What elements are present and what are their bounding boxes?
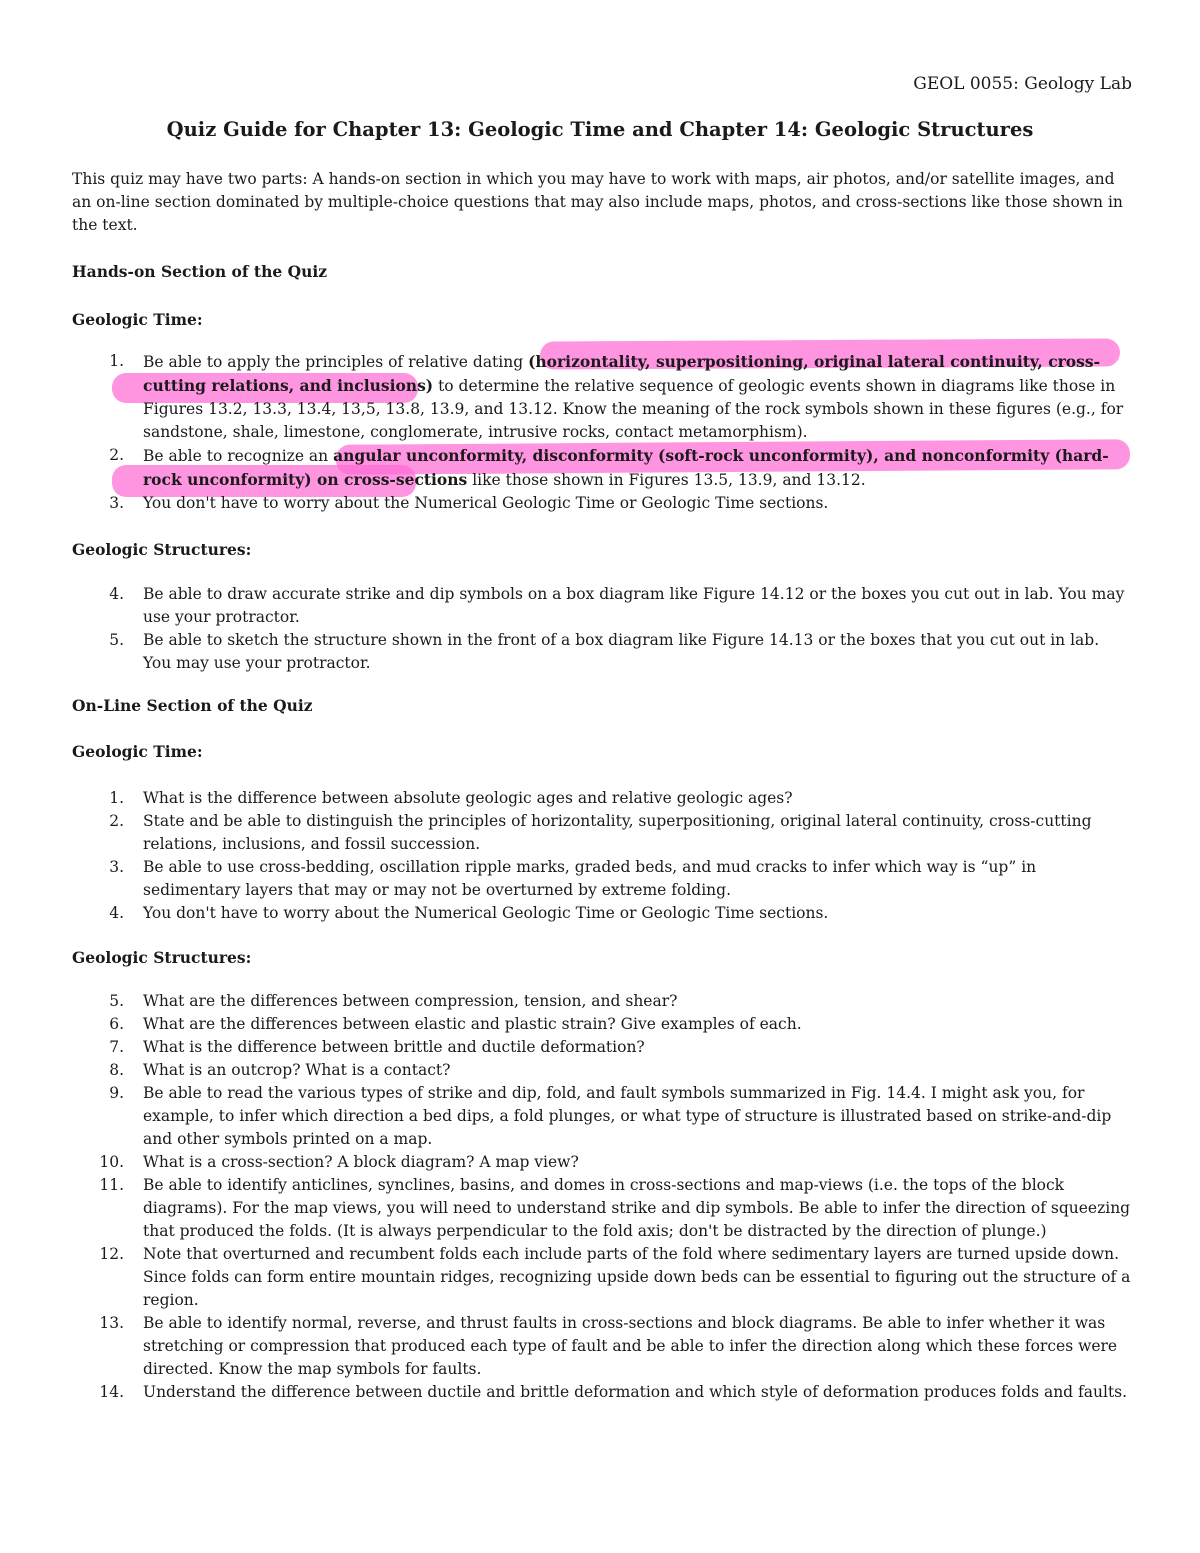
- list-item: [72, 1151, 1132, 1174]
- list-item: [72, 856, 1132, 902]
- subheading-geologic-time: Geologic Time:: [72, 310, 203, 329]
- item-number: 7.: [109, 1038, 124, 1056]
- item-number: 5.: [109, 631, 124, 649]
- subheading-geologic-time: Geologic Time:: [72, 742, 203, 761]
- list-item: [72, 629, 1132, 675]
- item-text: What is a cross-section? A block diagram? A map view?: [143, 1153, 579, 1171]
- item-text: to determine the relative sequence of geologic events shown in diagrams like those in Figures 13.2, 13.3, 13.4, 13,5, 13.8, 13.9, and 13.12. Know the meaning of the rock symbols shown in these figures (e.g., for sandstone, shale, limestone, conglomerate, intrusive rocks, contact metamorphism).: [143, 377, 1124, 441]
- item-text: What is an outcrop? What is a contact?: [143, 1061, 451, 1079]
- online-structures-list: [72, 990, 1132, 1404]
- list-item: [72, 1036, 1132, 1059]
- item-text: You don't have to worry about the Numerical Geologic Time or Geologic Time sections.: [143, 904, 829, 922]
- list-item: [72, 810, 1132, 856]
- item-number: 8.: [109, 1061, 124, 1079]
- list-item: [72, 1013, 1132, 1036]
- item-text: Be able to apply the principles of relative dating: [143, 353, 529, 371]
- item-number: 13.: [99, 1314, 124, 1332]
- item-number: 1.: [109, 352, 124, 370]
- list-item: [72, 444, 1132, 492]
- item-text: Be able to use cross-bedding, oscillation ripple marks, graded beds, and mud cracks to infer which way is “up” in sedimentary layers that may or may not be overturned by extreme folding.: [143, 858, 1037, 899]
- item-text: What is the difference between absolute geologic ages and relative geologic ages?: [143, 789, 793, 807]
- item-number: 2.: [109, 446, 124, 464]
- item-number: 14.: [99, 1383, 124, 1401]
- item-number: 3.: [109, 494, 124, 512]
- hands-on-time-list: [72, 350, 1132, 515]
- item-text: Note that overturned and recumbent folds each include parts of the fold where sedimentary layers are turned upside down. Since folds can form entire mountain ridges, recognizing upside down beds can be essential to figuring out the structure of a region.: [143, 1245, 1131, 1309]
- hands-on-structures-list: [72, 583, 1132, 675]
- page-title: Quiz Guide for Chapter 13: Geologic Time and Chapter 14: Geologic Structures: [166, 118, 1034, 141]
- list-item: [72, 787, 1132, 810]
- item-text: State and be able to distinguish the principles of horizontality, superpositioning, original lateral continuity, cross-cutting relations, inclusions, and fossil succession.: [143, 812, 1092, 853]
- section-heading-hands-on: Hands-on Section of the Quiz: [72, 262, 328, 281]
- item-number: 3.: [109, 858, 124, 876]
- list-item: [72, 1059, 1132, 1082]
- list-item: [72, 1243, 1132, 1312]
- highlighted-text: (horizontality, superpositioning, original lateral continuity, cross-cutting relations, and inclusions): [143, 352, 1101, 395]
- item-text: Be able to draw accurate strike and dip symbols on a box diagram like Figure 14.12 or the boxes you cut out in lab. You may use your protractor.: [143, 585, 1125, 626]
- item-text: Be able to identify normal, reverse, and thrust faults in cross-sections and block diagrams. Be able to infer whether it was stretching or compression that produced each type of fault and be able to infer the direction along which these forces were directed. Know the map symbols for faults.: [143, 1314, 1118, 1378]
- item-text: You don't have to worry about the Numerical Geologic Time or Geologic Time sections.: [143, 494, 829, 512]
- item-text: What are the differences between compression, tension, and shear?: [143, 992, 678, 1010]
- item-number: 5.: [109, 992, 124, 1010]
- item-number: 4.: [109, 904, 124, 922]
- list-item: [72, 902, 1132, 925]
- item-text: Understand the difference between ductile and brittle deformation and which style of deformation produces folds and faults.: [143, 1383, 1128, 1401]
- list-item: [72, 1174, 1132, 1243]
- section-heading-online: On-Line Section of the Quiz: [72, 696, 313, 715]
- item-text: Be able to sketch the structure shown in the front of a box diagram like Figure 14.13 or the boxes that you cut out in lab. You may use your protractor.: [143, 631, 1100, 672]
- item-number: 11.: [99, 1176, 124, 1194]
- item-text: What is the difference between brittle and ductile deformation?: [143, 1038, 645, 1056]
- item-text: Be able to read the various types of strike and dip, fold, and fault symbols summarized in Fig. 14.4. I might ask you, for example, to infer which direction a bed dips, a fold plunges, or what type of structure is illustrated based on strike-and-dip and other symbols printed on a map.: [143, 1084, 1112, 1148]
- item-text: Be able to identify anticlines, synclines, basins, and domes in cross-sections and map-views (i.e. the tops of the block diagrams). For the map views, you will need to understand strike and dip symbols. Be able to infer the direction of squeezing that produced the folds. (It is always perpendicular to the fold axis; don't be distracted by the direction of plunge.): [143, 1176, 1131, 1240]
- item-number: 2.: [109, 812, 124, 830]
- list-item: [72, 350, 1132, 444]
- item-number: 12.: [99, 1245, 124, 1263]
- item-text: What are the differences between elastic and plastic strain? Give examples of each.: [143, 1015, 802, 1033]
- item-number: 4.: [109, 585, 124, 603]
- list-item: [72, 990, 1132, 1013]
- course-header: GEOL 0055: Geology Lab: [913, 74, 1132, 94]
- list-item: [72, 1312, 1132, 1381]
- online-time-list: [72, 787, 1132, 925]
- list-item: [72, 492, 1132, 515]
- item-number: 6.: [109, 1015, 124, 1033]
- item-number: 1.: [109, 789, 124, 807]
- item-number: 9.: [109, 1084, 124, 1102]
- item-text: like those shown in Figures 13.5, 13.9, and 13.12.: [467, 471, 866, 489]
- list-item: [72, 1082, 1132, 1151]
- highlighted-text: angular unconformity, disconformity (soft-rock unconformity), and nonconformity (hard-rock unconformity) on cross-sections: [143, 446, 1109, 489]
- list-item: [72, 583, 1132, 629]
- list-item: [72, 1381, 1132, 1404]
- item-number: 10.: [99, 1153, 124, 1171]
- subheading-geologic-structures: Geologic Structures:: [72, 540, 252, 559]
- item-text: Be able to recognize an: [143, 447, 334, 465]
- subheading-geologic-structures: Geologic Structures:: [72, 948, 252, 967]
- intro-paragraph: This quiz may have two parts: A hands-on section in which you may have to work with maps, air photos, and/or satellite images, and an on-line section dominated by multiple-choice questions that may also include maps, photos, and cross-sections like those shown in the text.: [72, 170, 1123, 234]
